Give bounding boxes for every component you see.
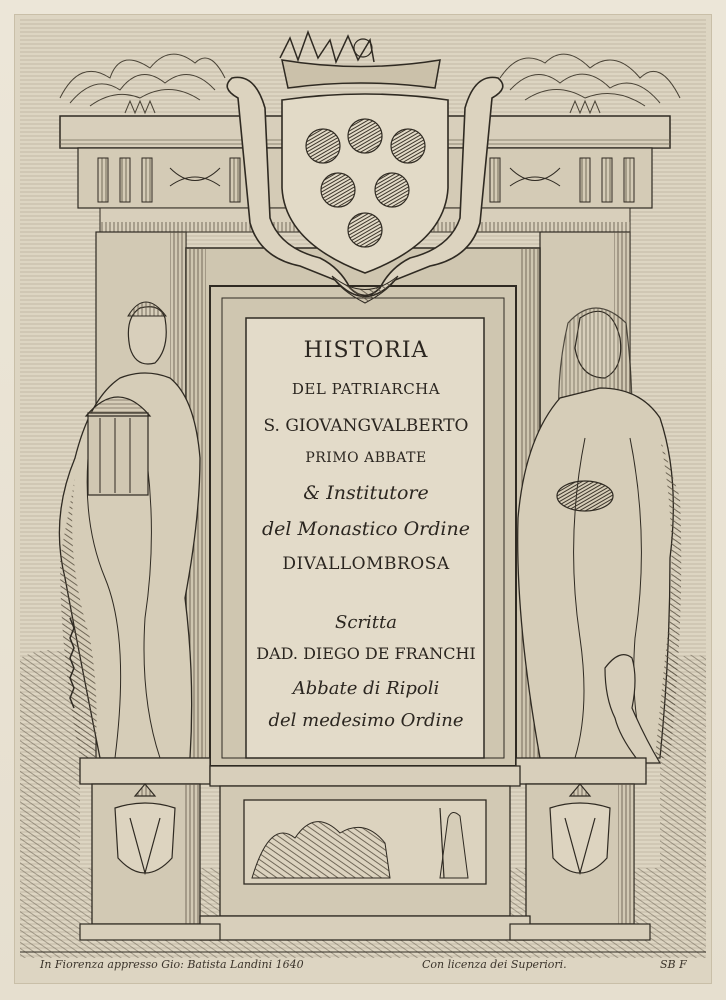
temple-model (88, 413, 148, 495)
title-first-abbot: PRIMO ABBATE (305, 450, 427, 466)
title-written: Scritta (335, 612, 397, 633)
imprint-line (40, 958, 700, 980)
title-founder: & Institutore (303, 482, 429, 504)
left-pedestal-shadow (184, 784, 200, 924)
title-patriarch: DEL PATRIARCHA (291, 380, 441, 398)
right-plinth (510, 924, 650, 940)
title-saint-name: S. GIOVANGVALBERTO (263, 416, 469, 436)
title-abbot-ripoli: Abbate di Ripoli (292, 678, 440, 699)
title-vallombrosa: DIVALLOMBROSA (282, 554, 450, 574)
title-same-order: del medesimo Ordine (268, 710, 464, 731)
base-cornice (210, 766, 520, 786)
right-pedestal-shadow (618, 784, 634, 924)
left-pedestal-cap (80, 758, 210, 784)
title-inscription (250, 322, 482, 752)
title-order: del Monastico Ordine (262, 518, 470, 540)
right-figure-robe (518, 388, 674, 758)
imprint-license: Con licenza dei Superiori. (422, 958, 567, 971)
imprint-monogram: SB F (660, 958, 687, 971)
title-historia: HISTORIA (303, 338, 429, 363)
left-plinth (80, 924, 220, 940)
title-author: DAD. DIEGO DE FRANCHI (256, 644, 476, 663)
imprint-publisher: In Fiorenza appresso Gio: Batista Landini 1640 (40, 958, 304, 971)
right-pedestal-cap (516, 758, 646, 784)
plinth (200, 916, 530, 940)
book (557, 481, 613, 511)
